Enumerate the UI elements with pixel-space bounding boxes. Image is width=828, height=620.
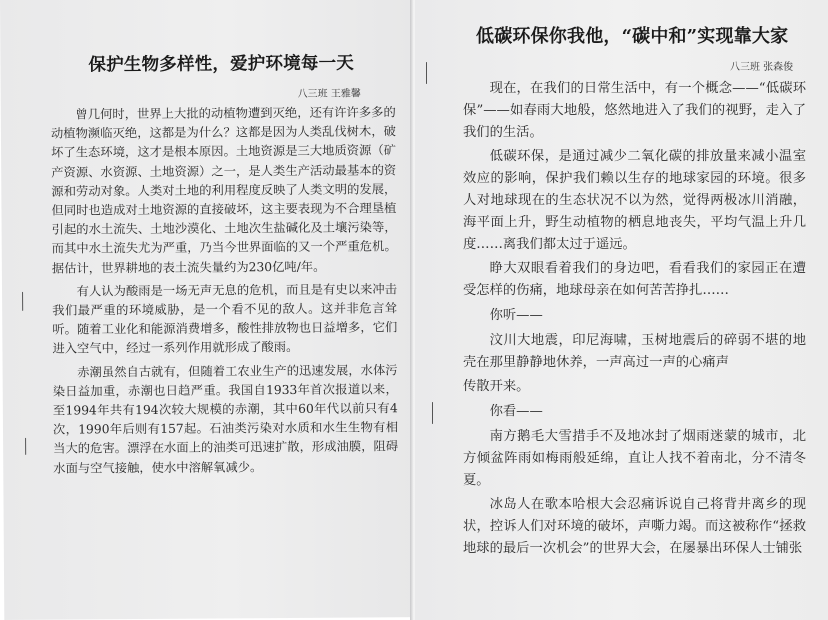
binder-hole-mark	[25, 438, 27, 455]
paragraph: 汶川大地震，印尼海啸，玉树地震后的碎弱不堪的地壳在那里静静地休养，一声高过一声的心痛声	[463, 332, 806, 370]
binder-hole-mark	[426, 62, 427, 84]
right-page-author: 八三班 张森俊	[730, 62, 794, 73]
left-page-author: 八三班 王雅馨	[297, 88, 361, 100]
paragraph: 现在，在我们的日常生活中，有一个概念——“低碳环保”——如春雨大地般，悠然地进入了我们的视野，走入了我们的生活。	[463, 81, 806, 140]
binder-hole-mark	[432, 402, 433, 424]
paragraph: 有人认为酸雨是一场无声无息的危机，而且是有史以来冲击我们最严重的环境威胁，是一个看不见的敌人。这并非危言耸听。随着工业化和能源消费增多，酸性排放物也日益增多，它们进入空气中，经过一系列作用就形成了酸雨。	[52, 282, 398, 357]
right-page	[416, 0, 828, 620]
paragraph: 曾几何时，世界上大批的动植物遭到灭绝，还有许许多多的动植物濒临灭绝，这都是为什么？这都是因为人类乱伐树木，破坏了生态环境，这才是根本原因。土地资源是三大地质资源（矿产资源、水资源、土地资源）之一，是人类生产活动最基本的资源和劳动对象。人类对土地的利用程度反映了人类文明的发展，但同时也造成对土地资源的直接破坏，这主要表现为不合理垦植引起的水土流失、土地沙漠化、土地次生盐碱化及土壤污染等，而其中水土流失尤为严重，乃当今世界面临的又一个严重危机。据估计，世界耕地的表土流失量约为230亿吨/年。	[50, 105, 397, 276]
paragraph: 南方鹅毛大雪措手不及地冰封了烟雨迷蒙的城市，北方倾盆阵雨如梅雨般延绵，直让人找不着南北，分不清冬夏。	[463, 428, 806, 488]
paragraph: 赤潮虽然自古就有，但随着工农业生产的迅速发展，水体污染日益加重，赤潮也日趋严重。我国自1933年首次报道以来，至1994年共有194次较大规模的赤潮，其中60年代以前只有4次，1990年后则有157起。石油类污染对水质和水生生物有相当大的危害。漂浮在水面上的油类可迅速扩散，形成油膜，阻碍水面与空气接触，使水中溶解氧减少。	[52, 362, 399, 476]
paragraph: 你听——	[489, 307, 543, 323]
left-page-body	[51, 103, 399, 478]
paragraph: 冰岛人在歌本哈根大会忍痛诉说自己将背井离乡的现状，控诉人们对环境的破坏，声嘶力竭。而这被称作“拯救地球的最后一次机会”的世界大会，在屡暴出环保人士铺张	[463, 497, 806, 556]
right-page-title: 低碳环保你我他，“碳中和”实现靠大家	[476, 26, 789, 47]
paragraph: 你看——	[489, 404, 543, 420]
paragraph: 睁大双眼看着我们的身边吧，看看我们的家园正在遭受怎样的伤痛，地球母亲在如何苦苦挣扎……	[463, 261, 806, 299]
paragraph: 低碳环保，是通过减少二氧化碳的排放量来减小温室效应的影响，保护我们赖以生存的地球家园的环境。很多人对地球现在的生态状况不以为然，觉得两极冰川消融，海平面上升，野生动植物的栖息地丧失，平均气温上升几度……离我们都太过于遥远。	[463, 149, 806, 252]
binder-hole-mark	[22, 292, 24, 311]
right-page-body	[463, 78, 806, 560]
paragraph: 传散开来。	[463, 379, 530, 395]
left-page-title: 保护生物多样性，爱护环境每一天	[88, 53, 355, 76]
